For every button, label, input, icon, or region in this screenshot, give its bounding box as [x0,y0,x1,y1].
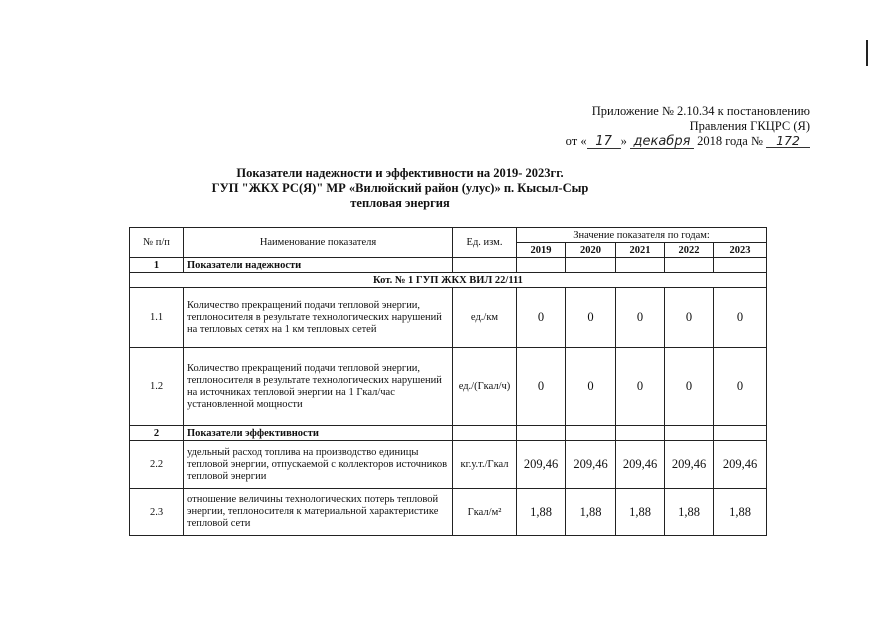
year-text: 2018 года № [697,134,763,148]
row-value: 0 [566,288,616,348]
approval-header [450,104,810,149]
handwritten-month: декабря [630,135,694,149]
document-title [180,166,620,211]
row-unit: ед./(Гкал/ч) [453,348,517,426]
year-2021: 2021 [616,243,665,258]
header-unit: Ед. изм. [453,228,517,258]
year-2019: 2019 [517,243,566,258]
row-unit: Гкал/м² [453,489,517,536]
row-value: 0 [665,288,714,348]
row-value: 0 [714,348,767,426]
section-2-title: Показатели эффективности [184,426,453,441]
handwritten-day: 17 [587,135,621,149]
table-row [130,441,767,489]
row-value: 0 [566,348,616,426]
row-num: 2.3 [130,489,184,536]
row-value: 0 [616,288,665,348]
table-row [130,288,767,348]
row-num: 1.2 [130,348,184,426]
row-value: 0 [714,288,767,348]
row-value: 209,46 [517,441,566,489]
section-1-num: 1 [130,258,184,273]
row-value: 209,46 [616,441,665,489]
row-value: 209,46 [665,441,714,489]
boiler-row: Кот. № 1 ГУП ЖКХ ВИЛ 22/111 [130,273,767,288]
quote-close: » [620,134,627,148]
row-value: 209,46 [714,441,767,489]
row-name: удельный расход топлива на производство единицы тепловой энергии, отпускаемой с коллекторов источников тепловой энергии [184,441,453,489]
row-value: 0 [517,288,566,348]
row-value: 209,46 [566,441,616,489]
scan-edge-mark [866,40,868,66]
row-value: 1,88 [566,489,616,536]
year-2022: 2022 [665,243,714,258]
date-number-line [450,134,810,149]
row-unit: кг.у.т./Гкал [453,441,517,489]
row-unit: ед./км [453,288,517,348]
header-values: Значение показателя по годам: [517,228,767,243]
handwritten-number: 172 [766,134,810,148]
row-value: 0 [665,348,714,426]
title-line-1: Показатели надежности и эффективности на 2019- 2023гг. [236,166,564,180]
table-row [130,348,767,426]
indicators-table [129,227,767,536]
row-value: 0 [616,348,665,426]
row-value: 1,88 [665,489,714,536]
title-line-2: ГУП "ЖКХ РС(Я)" МР «Вилюйский район (улус)» п. Кысыл-Сыр [211,181,589,195]
board-line: Правления ГКЦРС (Я) [689,119,810,133]
row-value: 0 [517,348,566,426]
date-prefix: от « [565,134,587,148]
header-name: Наименование показателя [184,228,453,258]
section-1-title: Показатели надежности [184,258,453,273]
row-name: Количество прекращений подачи тепловой энергии, теплоносителя в результате технологических нарушений на источниках тепловой энергии на 1 Гкал/час установленной мощности [184,348,453,426]
row-value: 1,88 [517,489,566,536]
row-value: 1,88 [714,489,767,536]
row-name: Количество прекращений подачи тепловой энергии, теплоносителя в результате технологических нарушений на тепловых сетях на 1 км тепловых сетей [184,288,453,348]
year-2023: 2023 [714,243,767,258]
header-num: № п/п [130,228,184,258]
table-row [130,489,767,536]
section-2-num: 2 [130,426,184,441]
title-line-3: тепловая энергия [350,196,450,210]
row-num: 2.2 [130,441,184,489]
appendix-line: Приложение № 2.10.34 к постановлению [591,104,810,118]
row-name: отношение величины технологических потерь тепловой энергии, теплоносителя к материальной характеристике тепловой сети [184,489,453,536]
year-2020: 2020 [566,243,616,258]
row-num: 1.1 [130,288,184,348]
row-value: 1,88 [616,489,665,536]
